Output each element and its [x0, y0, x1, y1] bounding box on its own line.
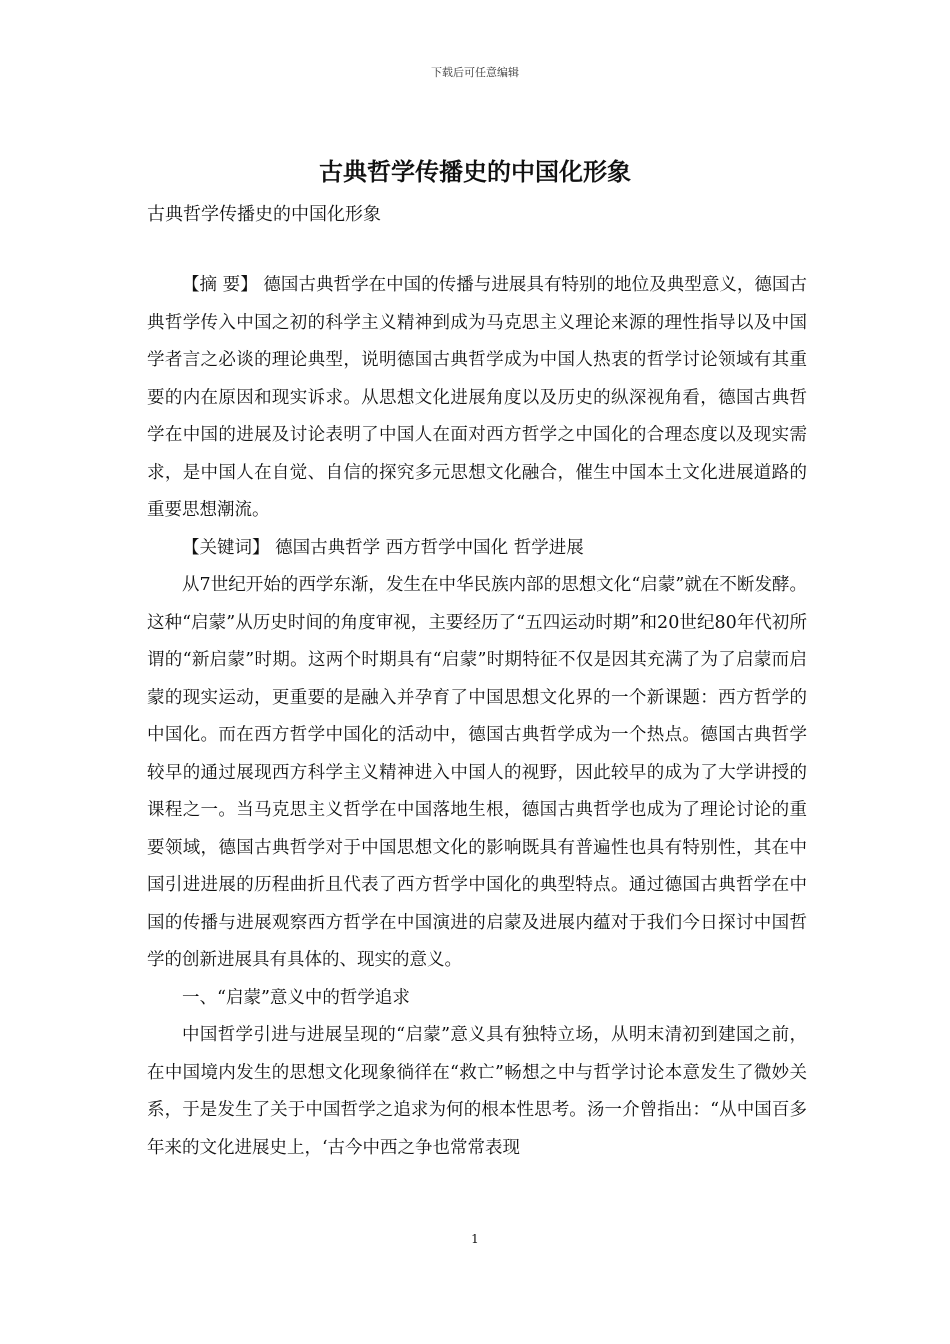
keywords-paragraph: [147, 530, 807, 568]
abstract-text: 德国古典哲学在中国的传播与进展具有特别的地位及典型意义，德国古典哲学传入中国之初的科学主义精神到成为马克思主义理论来源的理性指导以及中国学者言之必谈的理论典型，说明德国古典哲学成为中国人热衷的哲学讨论领域有其重要的内在原因和现实诉求。从思想文化进展角度以及历史的纵深视角看，德国古典哲学在中国的进展及讨论表明了中国人在面对西方哲学之中国化的合理态度以及现实需求，是中国人在自觉、自信的探究多元思想文化融合，催生中国本土文化进展道路的重要思想潮流。: [147, 275, 808, 520]
keywords-text: 德国古典哲学 西方哲学中国化 哲学进展: [275, 537, 584, 558]
header-note: 下载后可任意编辑: [431, 66, 519, 79]
abstract-label: 【摘 要】: [182, 275, 258, 295]
abstract-paragraph: [147, 267, 807, 530]
document-subtitle: 古典哲学传播史的中国化形象: [147, 204, 381, 225]
section-heading-1: 一、“启蒙”意义中的哲学追求: [182, 987, 410, 1008]
page-number: 1: [471, 1232, 479, 1246]
document-title: 古典哲学传播史的中国化形象: [319, 158, 631, 186]
body-paragraph-1: 从7世纪开始的西学东渐，发生在中华民族内部的思想文化“启蒙”就在不断发酵。这种“启蒙”从历史时间的角度审视，主要经历了“五四运动时期”和20世纪80年代初所谓的“新启蒙”时期。这两个时期具有“启蒙”时期特征不仅是因其充满了为了启蒙而启蒙的现实运动，更重要的是融入并孕育了中国思想文化界的一个新课题：西方哲学的中国化。而在西方哲学中国化的活动中，德国古典哲学成为一个热点。德国古典哲学较早的通过展现西方科学主义精神进入中国人的视野，因此较早的成为了大学讲授的课程之一。当马克思主义哲学在中国落地生根，德国古典哲学也成为了理论讨论的重要领域，德国古典哲学对于中国思想文化的影响既具有普遍性也具有特别性，其在中国引进进展的历程曲折且代表了西方哲学中国化的典型特点。通过德国古典哲学在中国的传播与进展观察西方哲学在中国演进的启蒙及进展内蕴对于我们今日探讨中国哲学的创新进展具有具体的、现实的意义。: [147, 575, 807, 970]
body-paragraph-2: 中国哲学引进与进展呈现的“启蒙”意义具有独特立场，从明末清初到建国之前，在中国境内发生的思想文化现象徜徉在“救亡”畅想之中与哲学讨论本意发生了微妙关系，于是发生了关于中国哲学之追求为何的根本性思考。汤一介曾指出：“从中国百多年来的文化进展史上，‘古今中西之争也常常表现: [147, 1025, 807, 1158]
document-body: [147, 267, 807, 1167]
keywords-label: 【关键词】: [182, 537, 270, 558]
